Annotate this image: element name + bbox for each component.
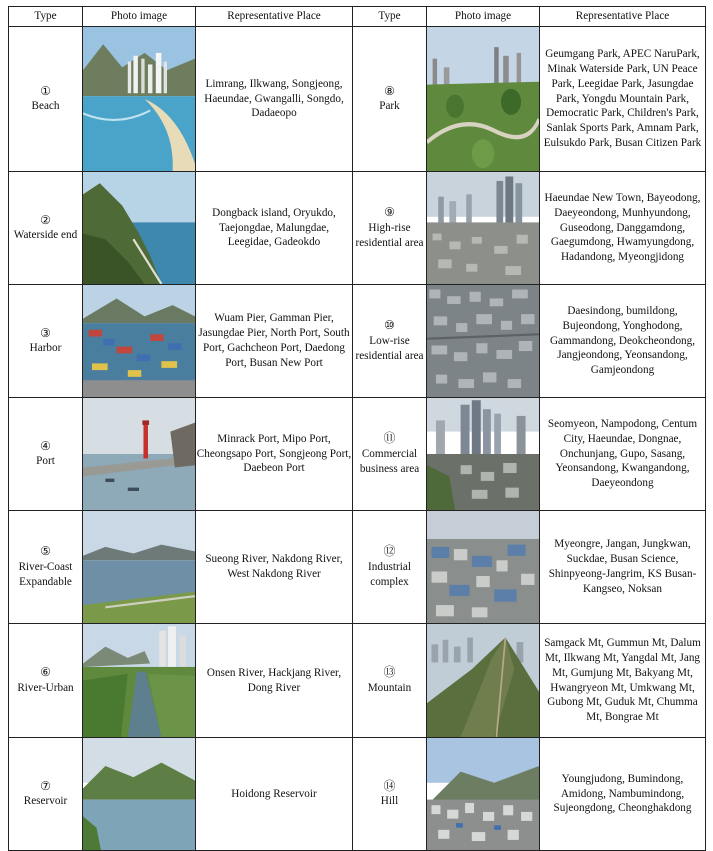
place-cell: Youngjudong, Bumindong, Amidong, Nambumindong, Sujeongdong, Cheonghakdong bbox=[540, 738, 706, 851]
type-cell bbox=[353, 738, 427, 851]
header-type-right: Type bbox=[353, 7, 427, 27]
type-number: ④ bbox=[40, 438, 51, 453]
type-label: Hill bbox=[380, 795, 399, 808]
table-row bbox=[9, 624, 706, 738]
type-number: ③ bbox=[40, 325, 51, 340]
header-place-right: Representative Place bbox=[540, 7, 706, 27]
type-cell bbox=[353, 624, 427, 738]
reservoir-photo bbox=[83, 738, 195, 850]
waterside-photo bbox=[83, 172, 195, 284]
table-row bbox=[9, 172, 706, 285]
place-cell: Onsen River, Hackjang River, Dong River bbox=[196, 624, 353, 738]
table-row bbox=[9, 511, 706, 624]
header-photo: Photo image bbox=[83, 7, 196, 27]
type-number: ② bbox=[40, 212, 51, 227]
type-label: Park bbox=[379, 100, 400, 113]
type-number: ⑬ bbox=[383, 665, 396, 680]
type-number: ⑨ bbox=[384, 205, 395, 220]
table-row bbox=[9, 398, 706, 511]
type-cell bbox=[9, 172, 83, 285]
place-cell: Geumgang Park, APEC NaruPark, Minak Waterside Park, UN Peace Park, Leegidae Park, Jasungdae Park, Yongdu Mountain Park, Democratic Park, Children's Park, Sanlak Sports Park, Amnam Park, Eulsukdo Park, Busan Citizen Park bbox=[540, 27, 706, 172]
type-cell bbox=[9, 27, 83, 172]
type-number: ⑭ bbox=[383, 778, 396, 793]
table-row bbox=[9, 27, 706, 172]
type-number: ⑪ bbox=[383, 431, 396, 446]
beach-photo bbox=[83, 27, 195, 171]
type-label: Beach bbox=[31, 100, 60, 113]
type-number: ⑩ bbox=[384, 318, 395, 333]
type-label: Harbor bbox=[29, 342, 62, 355]
river-urban-photo bbox=[83, 624, 195, 737]
place-cell: Hoidong Reservoir bbox=[196, 738, 353, 851]
type-cell bbox=[9, 398, 83, 511]
type-cell bbox=[9, 738, 83, 851]
type-cell bbox=[9, 285, 83, 398]
type-cell bbox=[353, 398, 427, 511]
mountain-photo bbox=[427, 624, 539, 737]
place-cell: Minrack Port, Mipo Port, Cheongsapo Port, Songjeong Port, Daebeon Port bbox=[196, 398, 353, 511]
place-cell: Myeongre, Jangan, Jungkwan, Suckdae, Busan Science, Shinpyeong-Jangrim, KS Busan-Kangseo, Noksan bbox=[540, 511, 706, 624]
type-label: Low-rise residential area bbox=[355, 334, 424, 362]
type-cell bbox=[353, 511, 427, 624]
place-cell: Haeundae New Town, Bayeodong, Daeyeondong, Munhyundong, Guseodong, Danggamdong, Gaegumdong, Hwamyungdong, Hadandong, Myeongjidong bbox=[540, 172, 706, 285]
type-number: ⑤ bbox=[40, 544, 51, 559]
type-cell bbox=[9, 511, 83, 624]
type-label: River-Coast Expandable bbox=[18, 560, 73, 588]
place-cell: Dongback island, Oryukdo, Taejongdae, Malungdae, Leegidae, Gadeokdo bbox=[196, 172, 353, 285]
harbor-photo bbox=[83, 285, 195, 397]
type-label: Mountain bbox=[367, 681, 412, 694]
header-row bbox=[9, 7, 706, 27]
type-number: ⑥ bbox=[40, 665, 51, 680]
type-label: Waterside end bbox=[13, 229, 78, 242]
place-cell: Limrang, Ilkwang, Songjeong, Haeundae, Gwangalli, Songdo, Dadaeopo bbox=[196, 27, 353, 172]
hill-photo bbox=[427, 738, 539, 850]
industrial-photo bbox=[427, 511, 539, 623]
header-photo-right: Photo image bbox=[427, 7, 540, 27]
table-row bbox=[9, 285, 706, 398]
type-label: Reservoir bbox=[23, 795, 68, 808]
type-cell bbox=[353, 285, 427, 398]
type-cell bbox=[9, 624, 83, 738]
type-cell bbox=[353, 27, 427, 172]
lowrise-photo bbox=[427, 285, 539, 397]
header-type: Type bbox=[9, 7, 83, 27]
type-label: River-Urban bbox=[17, 681, 74, 694]
type-label: Commercial business area bbox=[359, 447, 420, 475]
place-cell: Samgack Mt, Gummun Mt, Dalum Mt, Ilkwang Mt, Yangdal Mt, Jang Mt, Gumjung Mt, Bakyang Mt, Hwangryeon Mt, Umkwang Mt, Gubong Mt, Guduk Mt, Chumma Mt, Bongrae Mt bbox=[540, 624, 706, 738]
commercial-photo bbox=[427, 398, 539, 510]
type-label: High-rise residential area bbox=[355, 221, 424, 249]
place-cell: Sueong River, Nakdong River, West Nakdong River bbox=[196, 511, 353, 624]
place-type-table bbox=[8, 6, 706, 851]
place-cell: Wuam Pier, Gamman Pier, Jasungdae Pier, North Port, South Port, Gachcheon Port, Daedong Port, Busan New Port bbox=[196, 285, 353, 398]
place-cell: Seomyeon, Nampodong, Centum City, Haeundae, Dongnae, Onchunjang, Gupo, Sasang, Yeonsandong, Kwangandong, Daeyeondong bbox=[540, 398, 706, 511]
type-label: Industrial complex bbox=[368, 560, 411, 588]
port-photo bbox=[83, 398, 195, 510]
type-number: ⑧ bbox=[384, 83, 395, 98]
type-number: ⑫ bbox=[383, 544, 396, 559]
type-label: Port bbox=[36, 455, 55, 468]
type-cell bbox=[353, 172, 427, 285]
table-row bbox=[9, 738, 706, 851]
highrise-photo bbox=[427, 172, 539, 284]
header-place: Representative Place bbox=[196, 7, 353, 27]
type-number: ① bbox=[40, 83, 51, 98]
type-number: ⑦ bbox=[40, 778, 51, 793]
river-coast-photo bbox=[83, 511, 195, 623]
park-photo bbox=[427, 27, 539, 171]
place-cell: Daesindong, bumildong, Bujeondong, Yonghodong, Gammandong, Deokcheondong, Jangjeondong, Yeonsandong, Gamjeondong bbox=[540, 285, 706, 398]
